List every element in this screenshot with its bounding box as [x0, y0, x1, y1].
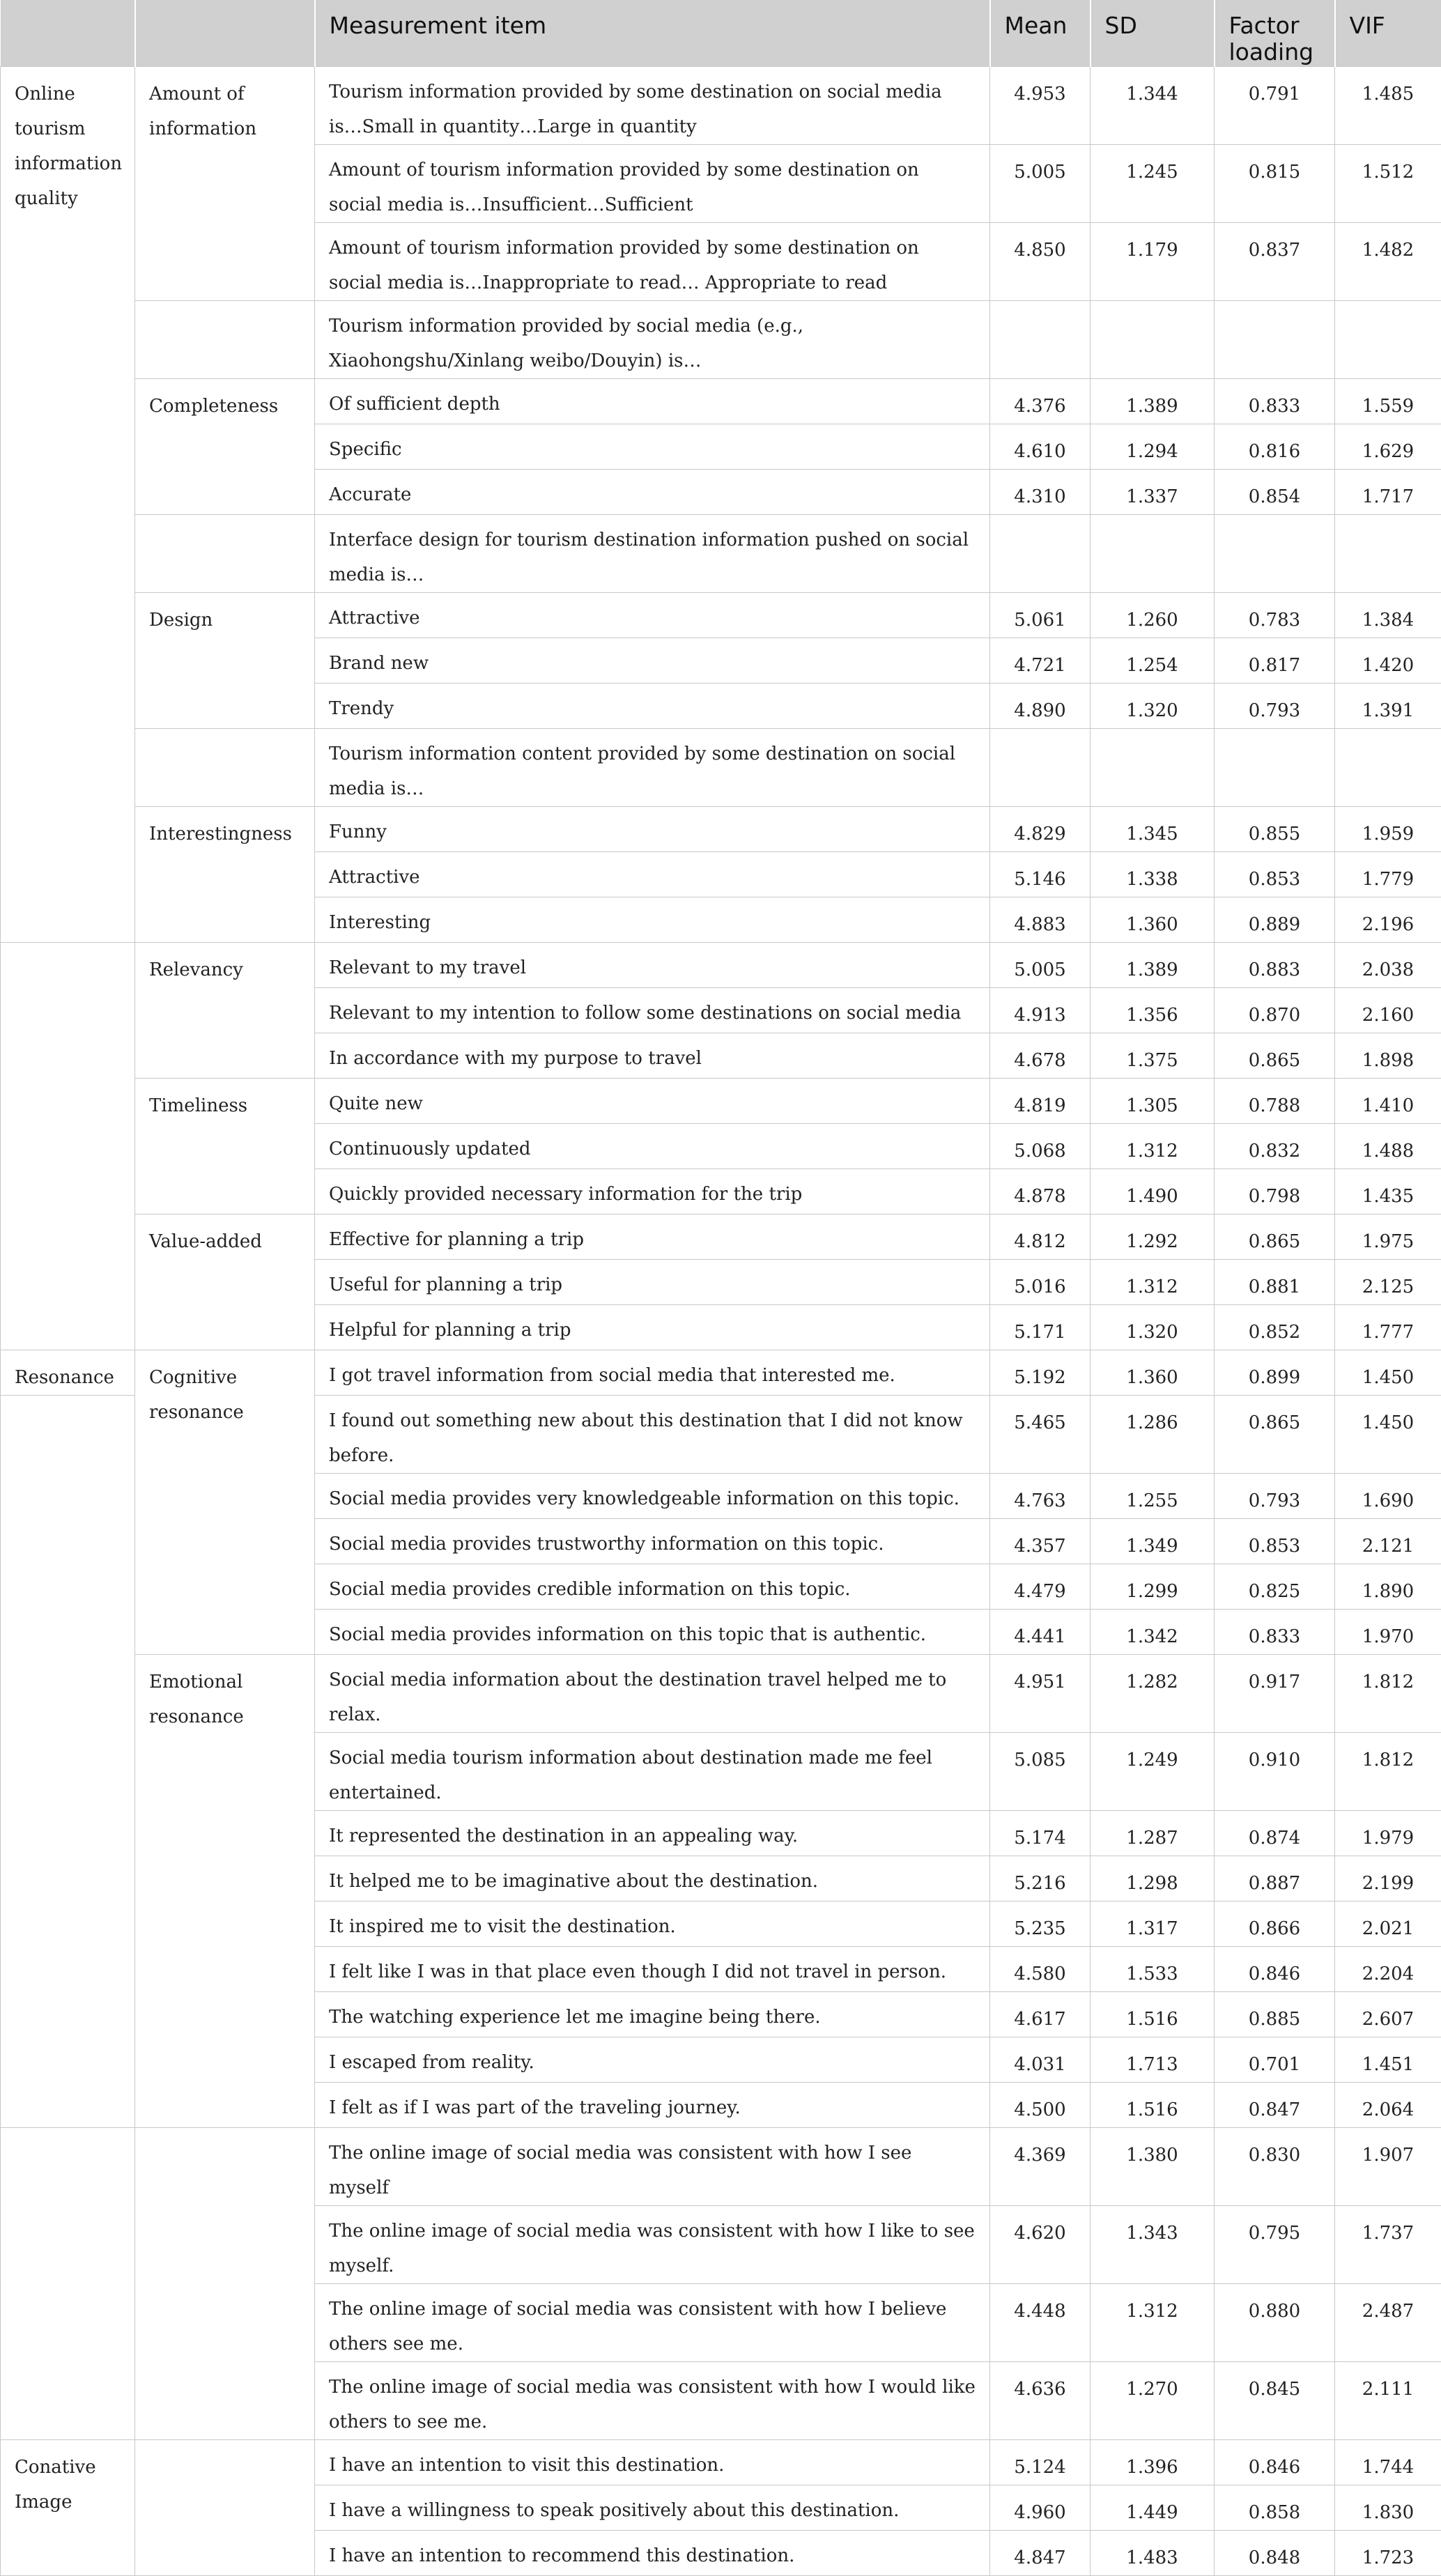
table-row [1, 592, 1441, 638]
mean-cell: 4.883 [990, 897, 1091, 942]
sd-cell: 1.286 [1091, 1395, 1215, 1473]
mean-cell [990, 728, 1091, 806]
table-row [1, 2439, 1441, 2485]
mean-cell: 4.960 [990, 2485, 1091, 2530]
measurement-item-cell: I got travel information from social media that interested me. [315, 1350, 990, 1395]
sd-cell: 1.360 [1091, 897, 1215, 942]
mean-cell: 4.890 [990, 683, 1091, 728]
vif-cell: 1.391 [1335, 683, 1441, 728]
mean-cell: 4.819 [990, 1078, 1091, 1123]
sd-cell: 1.312 [1091, 1259, 1215, 1304]
sd-cell: 1.294 [1091, 424, 1215, 469]
table-row [1, 66, 1441, 144]
sd-cell [1091, 300, 1215, 378]
mean-cell: 4.617 [990, 1991, 1091, 2037]
measurement-item-cell: Relevant to my intention to follow some destinations on social media [315, 987, 990, 1033]
construct-cell: Online tourism information quality [1, 66, 135, 942]
sd-cell: 1.255 [1091, 1473, 1215, 1518]
measurement-item-cell: Accurate [315, 469, 990, 514]
factor-loading-cell: 0.880 [1215, 2283, 1335, 2361]
mean-cell: 5.146 [990, 851, 1091, 897]
mean-cell: 4.636 [990, 2361, 1091, 2439]
table-row [1, 942, 1441, 987]
factor-loading-cell [1215, 728, 1335, 806]
measurement-item-cell: In accordance with my purpose to travel [315, 1033, 990, 1078]
table-row [1, 806, 1441, 851]
sd-cell: 1.292 [1091, 1214, 1215, 1259]
vif-cell: 1.717 [1335, 469, 1441, 514]
header-factor-loading: Factor loading [1215, 0, 1335, 66]
mean-cell: 4.850 [990, 222, 1091, 300]
factor-loading-cell: 0.887 [1215, 1856, 1335, 1901]
vif-cell: 2.160 [1335, 987, 1441, 1033]
dimension-cell: Value-added [135, 1214, 315, 1350]
mean-cell: 5.174 [990, 1810, 1091, 1856]
vif-cell: 1.512 [1335, 144, 1441, 222]
vif-cell: 1.435 [1335, 1169, 1441, 1214]
factor-loading-cell: 0.788 [1215, 1078, 1335, 1123]
measurement-item-cell: Social media provides very knowledgeable information on this topic. [315, 1473, 990, 1518]
sd-cell: 1.260 [1091, 592, 1215, 638]
measurement-item-cell: Effective for planning a trip [315, 1214, 990, 1259]
mean-cell: 4.847 [990, 2530, 1091, 2575]
sd-cell: 1.338 [1091, 851, 1215, 897]
measurement-item-cell: It represented the destination in an appealing way. [315, 1810, 990, 1856]
measurement-item-cell: Attractive [315, 592, 990, 638]
dimension-cell: Design [135, 592, 315, 728]
sd-cell: 1.345 [1091, 806, 1215, 851]
mean-cell: 5.005 [990, 144, 1091, 222]
dimension-cell: Relevancy [135, 942, 315, 1078]
measurement-item-cell: Brand new [315, 638, 990, 683]
measurement-item-cell: I have an intention to recommend this destination. [315, 2530, 990, 2575]
dimension-cell [135, 300, 315, 378]
factor-loading-cell: 0.793 [1215, 1473, 1335, 1518]
sd-cell: 1.312 [1091, 2283, 1215, 2361]
measurement-item-cell: I escaped from reality. [315, 2037, 990, 2082]
vif-cell: 1.979 [1335, 1810, 1441, 1856]
sd-cell: 1.344 [1091, 66, 1215, 144]
factor-loading-cell: 0.701 [1215, 2037, 1335, 2082]
measurement-item-cell: I have an intention to visit this destination. [315, 2439, 990, 2485]
factor-loading-cell: 0.917 [1215, 1654, 1335, 1732]
vif-cell: 1.744 [1335, 2439, 1441, 2485]
factor-loading-cell: 0.846 [1215, 2439, 1335, 2485]
mean-cell: 5.016 [990, 1259, 1091, 1304]
measurement-item-cell: Quite new [315, 1078, 990, 1123]
mean-cell: 4.357 [990, 1518, 1091, 1564]
vif-cell: 1.482 [1335, 222, 1441, 300]
factor-loading-cell: 0.866 [1215, 1901, 1335, 1946]
vif-cell: 2.111 [1335, 2361, 1441, 2439]
vif-cell: 1.898 [1335, 1033, 1441, 1078]
measurement-item-cell: Tourism information provided by some destination on social media is…Small in quantity…Large in quantity [315, 66, 990, 144]
vif-cell: 1.450 [1335, 1395, 1441, 1473]
sd-cell: 1.245 [1091, 144, 1215, 222]
mean-cell: 5.235 [990, 1901, 1091, 1946]
vif-cell: 1.410 [1335, 1078, 1441, 1123]
dimension-cell: Interestingness [135, 806, 315, 942]
sd-cell: 1.375 [1091, 1033, 1215, 1078]
measurement-item-cell: The online image of social media was consistent with how I see myself [315, 2127, 990, 2205]
mean-cell: 4.479 [990, 1564, 1091, 1609]
measurement-item-cell: The online image of social media was consistent with how I would like others to see me. [315, 2361, 990, 2439]
factor-loading-cell: 0.832 [1215, 1123, 1335, 1169]
factor-loading-cell: 0.855 [1215, 806, 1335, 851]
mean-cell: 4.829 [990, 806, 1091, 851]
mean-cell [990, 514, 1091, 592]
vif-cell: 1.723 [1335, 2530, 1441, 2575]
sd-cell: 1.270 [1091, 2361, 1215, 2439]
factor-loading-cell: 0.816 [1215, 424, 1335, 469]
factor-loading-cell: 0.854 [1215, 469, 1335, 514]
measurement-item-cell: Useful for planning a trip [315, 1259, 990, 1304]
sd-cell: 1.490 [1091, 1169, 1215, 1214]
factor-loading-cell: 0.791 [1215, 66, 1335, 144]
mean-cell: 5.465 [990, 1395, 1091, 1473]
mean-cell: 4.951 [990, 1654, 1091, 1732]
measurement-item-cell: I found out something new about this destination that I did not know before. [315, 1395, 990, 1473]
factor-loading-cell: 0.865 [1215, 1033, 1335, 1078]
construct-cell [1, 2127, 135, 2439]
measurement-item-cell: Interesting [315, 897, 990, 942]
sd-cell: 1.320 [1091, 683, 1215, 728]
vif-cell: 1.975 [1335, 1214, 1441, 1259]
dimension-cell: Timeliness [135, 1078, 315, 1214]
mean-cell: 5.216 [990, 1856, 1091, 1901]
measurement-item-cell: Social media tourism information about destination made me feel entertained. [315, 1732, 990, 1810]
header-measurement-item: Measurement item [315, 0, 990, 66]
mean-cell: 4.500 [990, 2082, 1091, 2127]
sd-cell: 1.342 [1091, 1609, 1215, 1654]
dimension-cell [135, 514, 315, 592]
measurement-item-cell: I felt like I was in that place even though I did not travel in person. [315, 1946, 990, 1991]
factor-loading-cell: 0.910 [1215, 1732, 1335, 1810]
measurement-item-cell: Trendy [315, 683, 990, 728]
sd-cell: 1.389 [1091, 942, 1215, 987]
sd-cell: 1.254 [1091, 638, 1215, 683]
mean-cell: 4.878 [990, 1169, 1091, 1214]
vif-cell: 2.199 [1335, 1856, 1441, 1901]
vif-cell: 1.812 [1335, 1654, 1441, 1732]
vif-cell: 2.487 [1335, 2283, 1441, 2361]
factor-loading-cell: 0.817 [1215, 638, 1335, 683]
construct-cell: Conative Image [1, 2439, 135, 2575]
sd-cell: 1.337 [1091, 469, 1215, 514]
sd-cell: 1.349 [1091, 1518, 1215, 1564]
measurement-item-cell: Amount of tourism information provided by some destination on social media is…Insufficient…Sufficient [315, 144, 990, 222]
factor-loading-cell: 0.833 [1215, 1609, 1335, 1654]
measurement-item-cell: It inspired me to visit the destination. [315, 1901, 990, 1946]
vif-cell: 1.690 [1335, 1473, 1441, 1518]
vif-cell: 1.970 [1335, 1609, 1441, 1654]
measurement-item-cell: Relevant to my travel [315, 942, 990, 987]
vif-cell: 1.384 [1335, 592, 1441, 638]
mean-cell: 4.620 [990, 2205, 1091, 2283]
measurement-item-cell: Amount of tourism information provided by some destination on social media is…Inappropriate to read… Appropriate to read [315, 222, 990, 300]
mean-cell: 4.678 [990, 1033, 1091, 1078]
mean-cell: 5.192 [990, 1350, 1091, 1395]
table-row [1, 1078, 1441, 1123]
measurement-item-cell: Of sufficient depth [315, 378, 990, 424]
dimension-cell: Emotional resonance [135, 1654, 315, 2127]
sd-cell: 1.179 [1091, 222, 1215, 300]
measurement-item-cell: Continuously updated [315, 1123, 990, 1169]
construct-cell [1, 1395, 135, 2127]
sd-cell: 1.320 [1091, 1304, 1215, 1350]
measurement-item-cell: Attractive [315, 851, 990, 897]
factor-loading-cell: 0.793 [1215, 683, 1335, 728]
vif-cell: 1.812 [1335, 1732, 1441, 1810]
sd-cell [1091, 728, 1215, 806]
sd-cell: 1.299 [1091, 1564, 1215, 1609]
vif-cell: 2.204 [1335, 1946, 1441, 1991]
sd-cell: 1.380 [1091, 2127, 1215, 2205]
measurement-item-cell: I felt as if I was part of the traveling journey. [315, 2082, 990, 2127]
table-row [1, 728, 1441, 806]
factor-loading-cell: 0.815 [1215, 144, 1335, 222]
header-row [1, 0, 1441, 66]
mean-cell: 4.376 [990, 378, 1091, 424]
vif-cell [1335, 514, 1441, 592]
vif-cell: 2.121 [1335, 1518, 1441, 1564]
vif-cell: 2.196 [1335, 897, 1441, 942]
mean-cell: 4.031 [990, 2037, 1091, 2082]
vif-cell [1335, 728, 1441, 806]
factor-loading-cell: 0.830 [1215, 2127, 1335, 2205]
mean-cell: 4.310 [990, 469, 1091, 514]
sd-cell: 1.713 [1091, 2037, 1215, 2082]
factor-loading-cell: 0.798 [1215, 1169, 1335, 1214]
sd-cell: 1.356 [1091, 987, 1215, 1033]
dimension-cell: Amount of information [135, 66, 315, 300]
measurement-item-cell: Tourism information provided by social media (e.g., Xiaohongshu/Xinlang weibo/Douyin) is… [315, 300, 990, 378]
table-row [1, 300, 1441, 378]
factor-loading-cell: 0.889 [1215, 897, 1335, 942]
mean-cell: 5.085 [990, 1732, 1091, 1810]
factor-loading-cell: 0.865 [1215, 1395, 1335, 1473]
measurement-item-cell: Interface design for tourism destination information pushed on social media is… [315, 514, 990, 592]
mean-cell: 4.953 [990, 66, 1091, 144]
factor-loading-cell: 0.845 [1215, 2361, 1335, 2439]
construct-cell [1, 942, 135, 1350]
measurement-item-cell: Social media provides information on this topic that is authentic. [315, 1609, 990, 1654]
sd-cell: 1.298 [1091, 1856, 1215, 1901]
measurement-item-cell: Social media provides trustworthy information on this topic. [315, 1518, 990, 1564]
mean-cell: 5.171 [990, 1304, 1091, 1350]
mean-cell: 4.721 [990, 638, 1091, 683]
table-row [1, 1350, 1441, 1395]
sd-cell: 1.516 [1091, 2082, 1215, 2127]
table-row [1, 2127, 1441, 2205]
mean-cell: 5.005 [990, 942, 1091, 987]
factor-loading-cell: 0.881 [1215, 1259, 1335, 1304]
dimension-cell [135, 728, 315, 806]
measurement-item-cell: The online image of social media was consistent with how I like to see myself. [315, 2205, 990, 2283]
header-mean: Mean [990, 0, 1091, 66]
vif-cell: 1.907 [1335, 2127, 1441, 2205]
measurement-item-cell: Funny [315, 806, 990, 851]
table-body [1, 66, 1441, 2575]
vif-cell: 1.830 [1335, 2485, 1441, 2530]
vif-cell [1335, 300, 1441, 378]
sd-cell: 1.396 [1091, 2439, 1215, 2485]
sd-cell: 1.249 [1091, 1732, 1215, 1810]
factor-loading-cell: 0.883 [1215, 942, 1335, 987]
sd-cell: 1.312 [1091, 1123, 1215, 1169]
sd-cell: 1.389 [1091, 378, 1215, 424]
sd-cell: 1.533 [1091, 1946, 1215, 1991]
sd-cell: 1.343 [1091, 2205, 1215, 2283]
factor-loading-cell: 0.858 [1215, 2485, 1335, 2530]
table-row [1, 1654, 1441, 1732]
sd-cell: 1.282 [1091, 1654, 1215, 1732]
factor-loading-cell: 0.847 [1215, 2082, 1335, 2127]
mean-cell: 4.580 [990, 1946, 1091, 1991]
sd-cell: 1.360 [1091, 1350, 1215, 1395]
vif-cell: 2.038 [1335, 942, 1441, 987]
factor-loading-cell: 0.853 [1215, 1518, 1335, 1564]
header-vif: VIF [1335, 0, 1441, 66]
mean-cell: 5.061 [990, 592, 1091, 638]
factor-loading-cell: 0.783 [1215, 592, 1335, 638]
sd-cell [1091, 514, 1215, 592]
vif-cell: 1.737 [1335, 2205, 1441, 2283]
factor-loading-cell: 0.874 [1215, 1810, 1335, 1856]
vif-cell: 1.629 [1335, 424, 1441, 469]
measurement-item-cell: It helped me to be imaginative about the destination. [315, 1856, 990, 1901]
measurement-item-cell: Helpful for planning a trip [315, 1304, 990, 1350]
sd-cell: 1.305 [1091, 1078, 1215, 1123]
measurement-item-cell: I have a willingness to speak positively about this destination. [315, 2485, 990, 2530]
vif-cell: 1.420 [1335, 638, 1441, 683]
vif-cell: 2.021 [1335, 1901, 1441, 1946]
factor-loading-cell: 0.848 [1215, 2530, 1335, 2575]
dimension-cell [135, 2439, 315, 2575]
factor-loading-cell: 0.795 [1215, 2205, 1335, 2283]
mean-cell: 4.369 [990, 2127, 1091, 2205]
mean-cell: 5.124 [990, 2439, 1091, 2485]
vif-cell: 1.450 [1335, 1350, 1441, 1395]
mean-cell [990, 300, 1091, 378]
dimension-cell: Completeness [135, 378, 315, 514]
factor-loading-cell: 0.846 [1215, 1946, 1335, 1991]
factor-loading-cell: 0.825 [1215, 1564, 1335, 1609]
table-row [1, 1214, 1441, 1259]
sd-cell: 1.516 [1091, 1991, 1215, 2037]
header-construct [1, 0, 135, 66]
factor-loading-cell: 0.885 [1215, 1991, 1335, 2037]
vif-cell: 2.125 [1335, 1259, 1441, 1304]
vif-cell: 2.064 [1335, 2082, 1441, 2127]
vif-cell: 1.890 [1335, 1564, 1441, 1609]
measurement-item-cell: Tourism information content provided by some destination on social media is… [315, 728, 990, 806]
sd-cell: 1.287 [1091, 1810, 1215, 1856]
factor-loading-cell: 0.837 [1215, 222, 1335, 300]
sd-cell: 1.317 [1091, 1901, 1215, 1946]
measurement-item-cell: Social media provides credible information on this topic. [315, 1564, 990, 1609]
vif-cell: 1.779 [1335, 851, 1441, 897]
mean-cell: 4.913 [990, 987, 1091, 1033]
factor-loading-cell: 0.833 [1215, 378, 1335, 424]
construct-cell: Resonance [1, 1350, 135, 1395]
mean-cell: 4.448 [990, 2283, 1091, 2361]
factor-loading-cell [1215, 514, 1335, 592]
sd-cell: 1.483 [1091, 2530, 1215, 2575]
measurement-item-cell: Social media information about the destination travel helped me to relax. [315, 1654, 990, 1732]
dimension-cell [135, 2127, 315, 2439]
vif-cell: 1.959 [1335, 806, 1441, 851]
mean-cell: 5.068 [990, 1123, 1091, 1169]
vif-cell: 1.777 [1335, 1304, 1441, 1350]
factor-loading-cell [1215, 300, 1335, 378]
factor-loading-cell: 0.899 [1215, 1350, 1335, 1395]
mean-cell: 4.763 [990, 1473, 1091, 1518]
measurement-item-cell: Quickly provided necessary information for the trip [315, 1169, 990, 1214]
header-dimension [135, 0, 315, 66]
vif-cell: 1.559 [1335, 378, 1441, 424]
header-sd: SD [1091, 0, 1215, 66]
sd-cell: 1.449 [1091, 2485, 1215, 2530]
measurement-item-cell: The online image of social media was consistent with how I believe others see me. [315, 2283, 990, 2361]
mean-cell: 4.610 [990, 424, 1091, 469]
factor-loading-cell: 0.865 [1215, 1214, 1335, 1259]
factor-loading-cell: 0.870 [1215, 987, 1335, 1033]
measurement-item-cell: Specific [315, 424, 990, 469]
vif-cell: 1.485 [1335, 66, 1441, 144]
dimension-cell: Cognitive resonance [135, 1350, 315, 1654]
vif-cell: 1.488 [1335, 1123, 1441, 1169]
vif-cell: 2.607 [1335, 1991, 1441, 2037]
mean-cell: 4.441 [990, 1609, 1091, 1654]
measurement-item-cell: The watching experience let me imagine being there. [315, 1991, 990, 2037]
vif-cell: 1.451 [1335, 2037, 1441, 2082]
table-row [1, 378, 1441, 424]
factor-loading-cell: 0.853 [1215, 851, 1335, 897]
factor-loading-cell: 0.852 [1215, 1304, 1335, 1350]
table-row [1, 514, 1441, 592]
mean-cell: 4.812 [990, 1214, 1091, 1259]
